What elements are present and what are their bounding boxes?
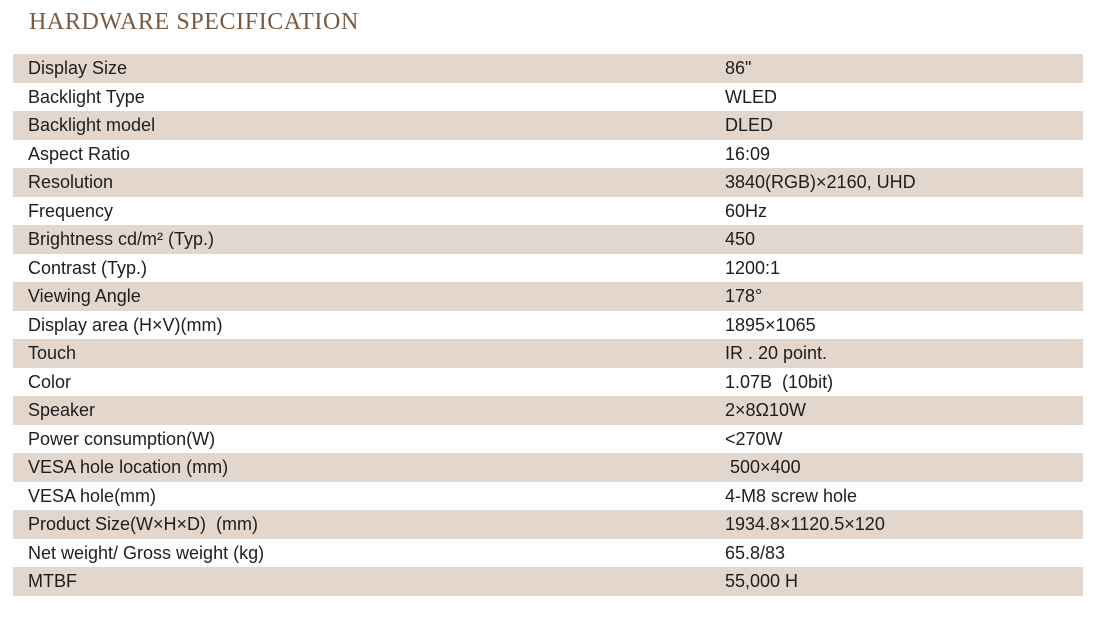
spec-label: Backlight model	[28, 115, 156, 136]
spec-label: Frequency	[28, 200, 114, 221]
spec-table	[13, 54, 1083, 596]
spec-value: IR . 20 point.	[725, 343, 828, 364]
table-row	[13, 140, 1083, 169]
spec-value: 4-M8 screw hole	[725, 485, 858, 506]
spec-value: 16:09	[725, 143, 771, 164]
table-row	[13, 368, 1083, 397]
spec-label: Aspect Ratio	[28, 143, 131, 164]
spec-value: 55,000 H	[725, 571, 799, 592]
spec-label: VESA hole(mm)	[28, 485, 157, 506]
table-row	[13, 539, 1083, 568]
spec-label: Power consumption(W)	[28, 428, 216, 449]
spec-label: Touch	[28, 343, 77, 364]
table-row	[13, 425, 1083, 454]
table-row	[13, 225, 1083, 254]
spec-value: 500×400	[725, 457, 801, 478]
table-row	[13, 83, 1083, 112]
spec-value: WLED	[725, 86, 778, 107]
spec-value: 86"	[725, 58, 752, 79]
table-row	[13, 54, 1083, 83]
table-row	[13, 311, 1083, 340]
spec-label: Resolution	[28, 172, 114, 193]
spec-label: Brightness cd/m² (Typ.)	[28, 229, 215, 250]
spec-value: 65.8/83	[725, 542, 786, 563]
table-row	[13, 282, 1083, 311]
spec-value: 450	[725, 229, 756, 250]
spec-label: Product Size(W×H×D) (mm)	[28, 514, 259, 535]
spec-label: Net weight/ Gross weight (kg)	[28, 542, 265, 563]
spec-label: Contrast (Typ.)	[28, 257, 148, 278]
table-row	[13, 482, 1083, 511]
table-row	[13, 168, 1083, 197]
spec-value: DLED	[725, 115, 774, 136]
table-row	[13, 197, 1083, 226]
spec-value: 3840(RGB)×2160, UHD	[725, 172, 916, 193]
spec-value: 2×8Ω10W	[725, 400, 806, 421]
spec-value: 1895×1065	[725, 314, 816, 335]
table-row	[13, 453, 1083, 482]
table-row	[13, 510, 1083, 539]
spec-label: MTBF	[28, 571, 77, 592]
spec-label: Display area (H×V)(mm)	[28, 314, 223, 335]
spec-label: Viewing Angle	[28, 286, 141, 307]
spec-label: Speaker	[28, 400, 96, 421]
table-row	[13, 339, 1083, 368]
spec-value: 60Hz	[725, 200, 768, 221]
table-row	[13, 396, 1083, 425]
spec-label: Display Size	[28, 58, 128, 79]
table-row	[13, 254, 1083, 283]
table-row	[13, 111, 1083, 140]
spec-value: 178°	[725, 286, 763, 307]
table-row	[13, 567, 1083, 596]
spec-value: 1934.8×1120.5×120	[725, 514, 885, 535]
spec-value: <270W	[725, 428, 783, 449]
spec-label: Color	[28, 371, 72, 392]
spec-label: VESA hole location (mm)	[28, 457, 229, 478]
page-title: HARDWARE SPECIFICATION	[29, 9, 359, 35]
spec-label: Backlight Type	[28, 86, 145, 107]
spec-value: 1.07B (10bit)	[725, 371, 834, 392]
spec-value: 1200:1	[725, 257, 781, 278]
